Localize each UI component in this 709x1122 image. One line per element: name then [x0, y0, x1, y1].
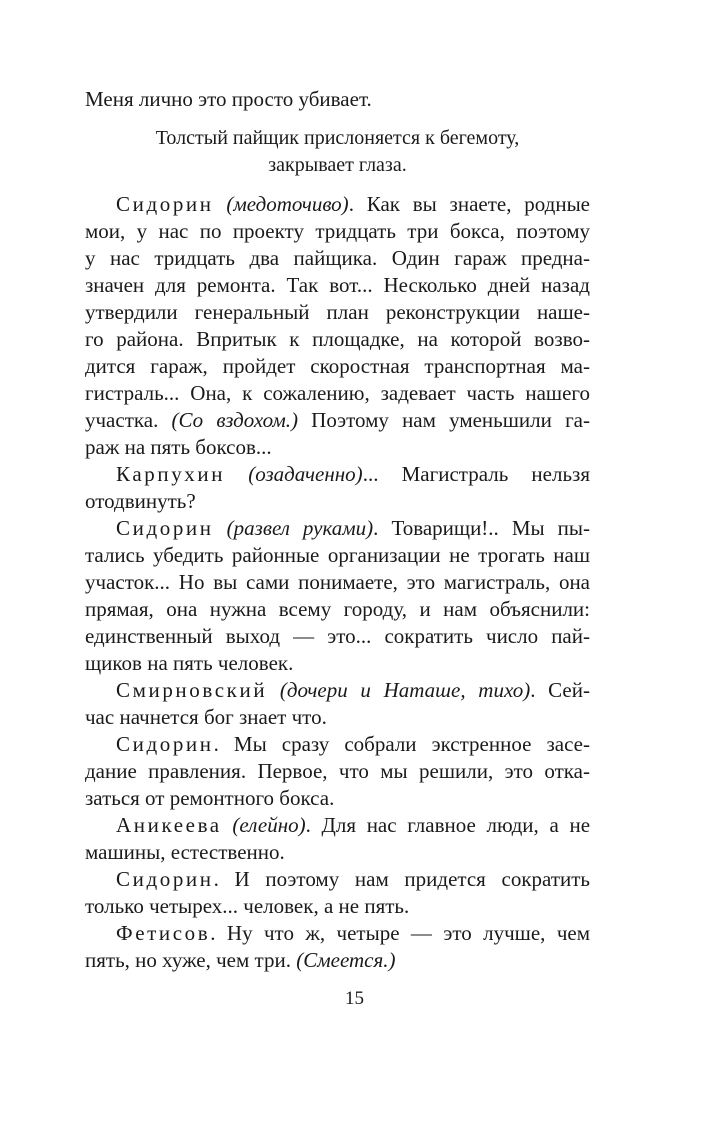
- speech-line: раж на пять боксов...: [85, 435, 272, 459]
- speech-anikeeva: [85, 812, 590, 866]
- speaker-name: Сидорин: [116, 867, 214, 891]
- speech-line: мои, у нас по проекту тридцать три бокса, поэтому: [85, 219, 590, 243]
- speech-line: час начнется бог знает что.: [85, 705, 327, 729]
- speech-line: [85, 515, 590, 542]
- speech-text: . Товарищи!.. Мы пы-: [373, 516, 590, 540]
- speech-line: [85, 407, 590, 434]
- speech-line: [85, 812, 590, 839]
- speech-sidorin-3: [85, 731, 590, 812]
- speech-text: . Ну что ж, четыре — это лучше, чем: [210, 921, 590, 945]
- speech-karpukhin: [85, 461, 590, 515]
- intro-paragraph: [85, 86, 590, 113]
- stage-remark: (елейно): [232, 813, 306, 837]
- speech-line: утвердили генеральный план реконструкции наше-: [85, 300, 590, 324]
- stage-direction: [85, 125, 590, 179]
- speaker-name: Сидорин: [116, 192, 214, 216]
- speaker-name: Сидорин: [116, 516, 214, 540]
- speech-line: значен для ремонта. Так вот... Несколько дней назад: [85, 273, 590, 297]
- speech-line: дание правления. Первое, что мы решили, это отка-: [85, 759, 590, 783]
- speech-line: только четырех... человек, а не пять.: [85, 894, 410, 918]
- speech-line: отодвинуть?: [85, 489, 196, 513]
- speech-sidorin-1: [85, 191, 590, 461]
- speaker-name: Сидорин: [116, 732, 214, 756]
- page-body: [85, 86, 590, 974]
- stage-remark: (развел руками): [226, 516, 374, 540]
- speech-line: [85, 920, 590, 947]
- speaker-name: Аникеева: [116, 813, 222, 837]
- speech-line: тались убедить районные организации не трогать наш: [85, 543, 590, 567]
- page-number: 15: [345, 988, 364, 1009]
- stage-direction-line-2: закрывает глаза.: [268, 154, 407, 176]
- stage-remark: (дочери и Наташе, тихо): [279, 678, 531, 702]
- speech-line: [85, 947, 590, 974]
- speech-line: заться от ремонтного бокса.: [85, 786, 335, 810]
- speech-fetisov: [85, 920, 590, 974]
- speech-line: гистраль... Она, к сожалению, задевает часть нашего: [85, 381, 590, 405]
- speech-line: у нас тридцать два пайщика. Один гараж предна-: [85, 246, 590, 270]
- speech-line: участок... Но вы сами понимаете, это магистраль, она: [85, 570, 590, 594]
- speech-sidorin-2: [85, 515, 590, 677]
- stage-remark: (Со вздохом.): [171, 408, 298, 432]
- speech-line: щиков на пять человек.: [85, 651, 294, 675]
- speech-line: единственный выход — это... сократить число пай-: [85, 624, 590, 648]
- speaker-name: Карпухин: [116, 462, 226, 486]
- speech-line: [85, 677, 590, 704]
- speech-text: Поэтому нам уменьшили га-: [297, 408, 590, 432]
- speech-text: ... Магистраль нельзя: [362, 462, 591, 486]
- speech-line: го района. Впритык к площадке, на которой возво-: [85, 327, 590, 351]
- speech-line: [85, 461, 590, 488]
- speech-text: . Как вы знаете, родные: [348, 192, 590, 216]
- stage-remark: (Смеется.): [296, 948, 396, 972]
- speech-line: машины, естественно.: [85, 840, 285, 864]
- speaker-name: Фетисов: [116, 921, 211, 945]
- speech-text: . Мы сразу собрали экстренное засе-: [213, 732, 590, 756]
- speech-text: пять, но хуже, чем три.: [85, 948, 297, 972]
- speech-line: [85, 866, 590, 893]
- stage-remark: (медоточиво): [226, 192, 349, 216]
- stage-direction-line-1: Толстый пайщик прислоняется к бегемоту,: [155, 127, 520, 149]
- speech-smirnovsky: [85, 677, 590, 731]
- speech-text: . И поэтому нам придется сократить: [213, 867, 590, 891]
- speech-text: . Для нас главное люди, а не: [305, 813, 591, 837]
- speech-line: дится гараж, пройдет скоростная транспортная ма-: [85, 354, 590, 378]
- speech-line: [85, 731, 590, 758]
- speech-text: участка.: [85, 408, 172, 432]
- stage-remark: (озадаченно): [248, 462, 363, 486]
- speech-text: . Сей-: [530, 678, 590, 702]
- speech-line: [85, 191, 590, 218]
- speech-sidorin-4: [85, 866, 590, 920]
- intro-line: Меня лично это просто убивает.: [85, 87, 372, 111]
- speech-line: прямая, она нужна всему городу, и нам объяснили:: [85, 597, 590, 621]
- speaker-name: Смирновский: [116, 678, 268, 702]
